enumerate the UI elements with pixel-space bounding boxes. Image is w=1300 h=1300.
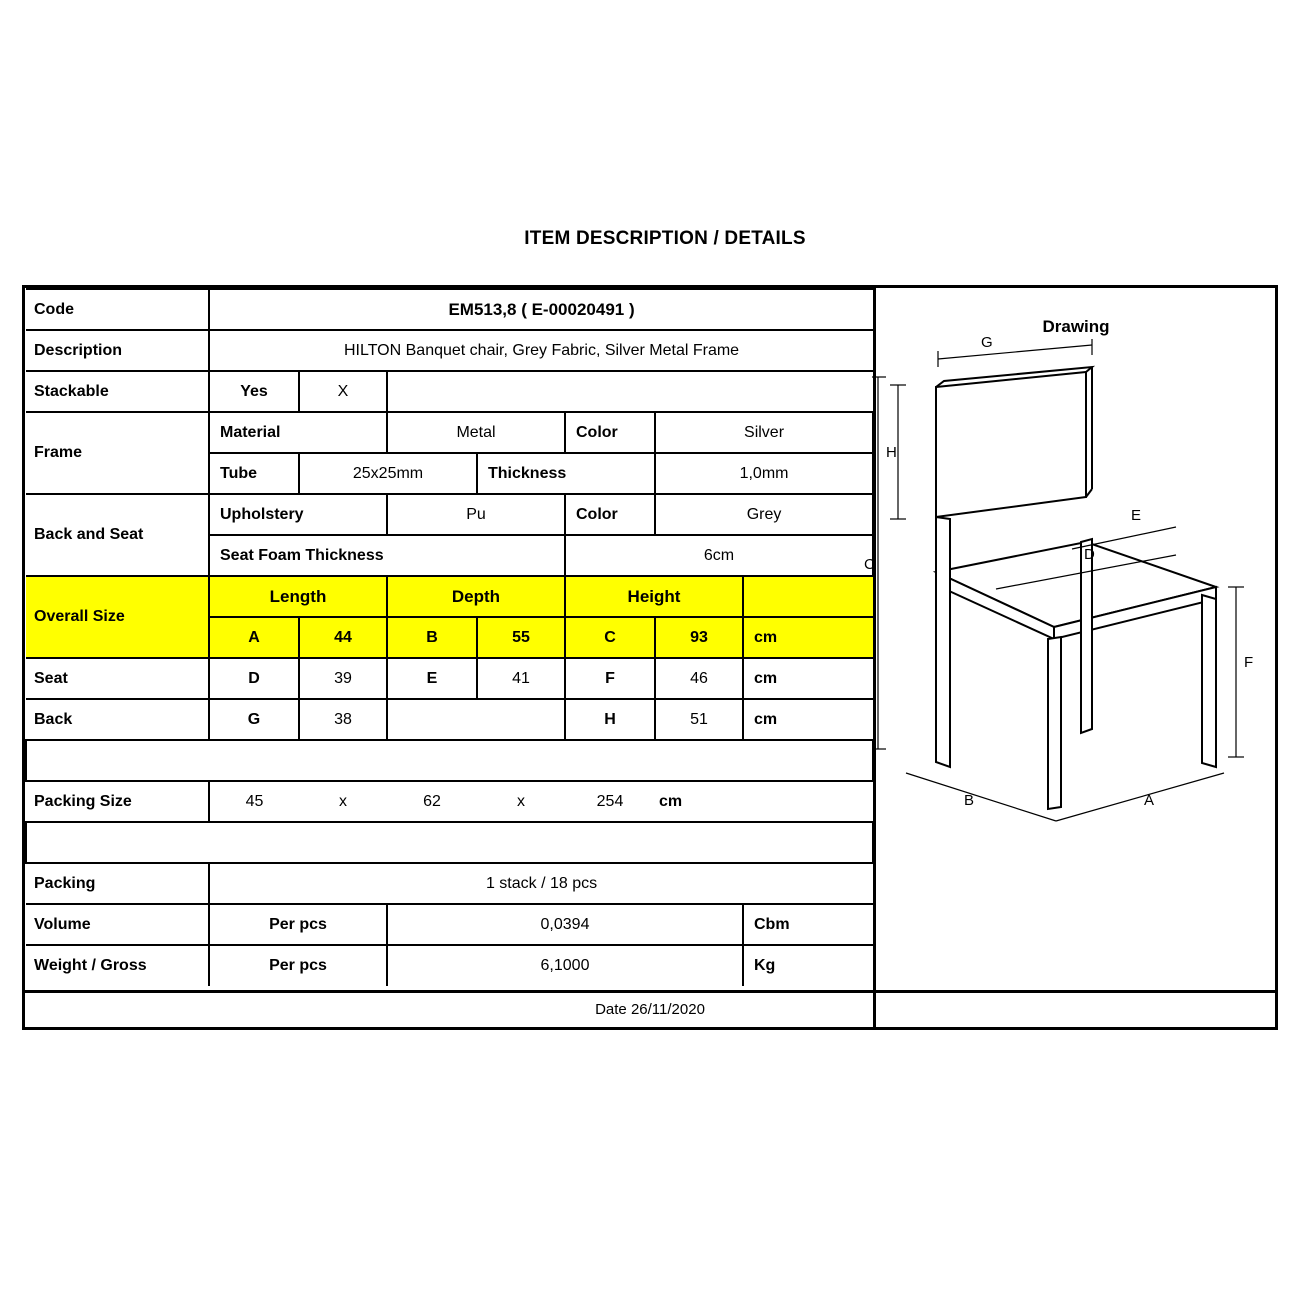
height-header: Height [565,576,743,617]
seat-f-value: 46 [655,658,743,699]
packing-size-unit: cm [655,781,743,822]
dimension-label-E: E [1131,507,1142,524]
seat-e-value: 41 [477,658,565,699]
dimension-label-B: B [964,792,975,809]
foam-label: Seat Foam Thickness [209,535,565,576]
frame-label: Frame [26,412,209,494]
weight-value: 6,1000 [387,945,743,986]
seat-color-label: Color [565,494,655,535]
overall-unit: cm [743,617,873,658]
depth-header: Depth [387,576,565,617]
weight-unit: Kg [743,945,873,986]
table-row-packing-size [26,781,873,822]
seat-unit: cm [743,658,873,699]
volume-label: Volume [26,904,209,945]
dimension-label-C: C [864,556,875,573]
table-row-seat [26,658,873,699]
material-label: Material [209,412,387,453]
seat-label: Seat [26,658,209,699]
packing-value: 1 stack / 18 pcs [209,863,873,904]
foam-value: 6cm [565,535,873,576]
stackable-mark: X [299,371,387,412]
overall-c-key: C [565,617,655,658]
packing-size-3: 254 [565,781,655,822]
table-row-description [26,330,873,371]
thickness-value: 1,0mm [655,453,873,494]
back-g-key: G [209,699,299,740]
length-header: Length [209,576,387,617]
spec-table [25,288,874,986]
stackable-yes: Yes [209,371,299,412]
drawing-heading: Drawing [1042,317,1110,336]
upholstery-label: Upholstery [209,494,387,535]
overall-b-key: B [387,617,477,658]
overall-a-key: A [209,617,299,658]
packing-label: Packing [26,863,209,904]
table-row-spacer-1 [26,740,873,781]
back-empty [387,699,565,740]
packing-size-blank [743,781,873,822]
description-value: HILTON Banquet chair, Grey Fabric, Silver Metal Frame [209,330,873,371]
code-label: Code [26,289,209,330]
packing-size-1: 45 [209,781,299,822]
overall-c-value: 93 [655,617,743,658]
packing-x-1: x [299,781,387,822]
thickness-label: Thickness [477,453,655,494]
stackable-label: Stackable [26,371,209,412]
packing-size-2: 62 [387,781,477,822]
tube-label: Tube [209,453,299,494]
volume-unit: Cbm [743,904,873,945]
volume-per-pcs: Per pcs [209,904,387,945]
table-row-packing [26,863,873,904]
overall-a-value: 44 [299,617,387,658]
table-row-stackable [26,371,873,412]
seat-f-key: F [565,658,655,699]
dimension-label-G: G [981,334,993,351]
back-g-value: 38 [299,699,387,740]
table-row-volume [26,904,873,945]
page-title: ITEM DESCRIPTION / DETAILS [524,228,806,249]
spacer-cell-2 [26,822,873,863]
table-row-frame-material [26,412,873,453]
drawing-column [864,288,1276,1027]
seat-e-key: E [387,658,477,699]
back-seat-label: Back and Seat [26,494,209,576]
back-label: Back [26,699,209,740]
code-value: EM513,8 ( E-00020491 ) [209,289,873,330]
table-row-spacer-2 [26,822,873,863]
dimension-label-D: D [1084,546,1095,563]
weight-per-pcs: Per pcs [209,945,387,986]
table-row-back [26,699,873,740]
weight-label: Weight / Gross [26,945,209,986]
seat-d-value: 39 [299,658,387,699]
packing-size-label: Packing Size [26,781,209,822]
overall-b-value: 55 [477,617,565,658]
chair-drawing [864,334,1276,917]
packing-x-2: x [477,781,565,822]
volume-value: 0,0394 [387,904,743,945]
frame-color-value: Silver [655,412,873,453]
dimension-label-A: A [1144,792,1155,809]
dimension-label-H: H [886,444,897,461]
table-row-overall-headers [26,576,873,617]
spacer-cell-1 [26,740,873,781]
spec-frame [22,285,1278,1030]
description-label: Description [26,330,209,371]
seat-color-value: Grey [655,494,873,535]
tube-value: 25x25mm [299,453,477,494]
back-h-key: H [565,699,655,740]
dimension-label-F: F [1244,654,1254,671]
back-unit: cm [743,699,873,740]
footer-date: Date 26/11/2020 [25,990,1275,1027]
back-h-value: 51 [655,699,743,740]
table-row-upholstery [26,494,873,535]
material-value: Metal [387,412,565,453]
upholstery-value: Pu [387,494,565,535]
spec-table-column [25,288,876,1027]
table-row-code [26,289,873,330]
overall-size-label: Overall Size [26,576,209,658]
table-row-weight [26,945,873,986]
overall-unit-blank [743,576,873,617]
frame-color-label: Color [565,412,655,453]
seat-d-key: D [209,658,299,699]
stackable-empty [387,371,873,412]
